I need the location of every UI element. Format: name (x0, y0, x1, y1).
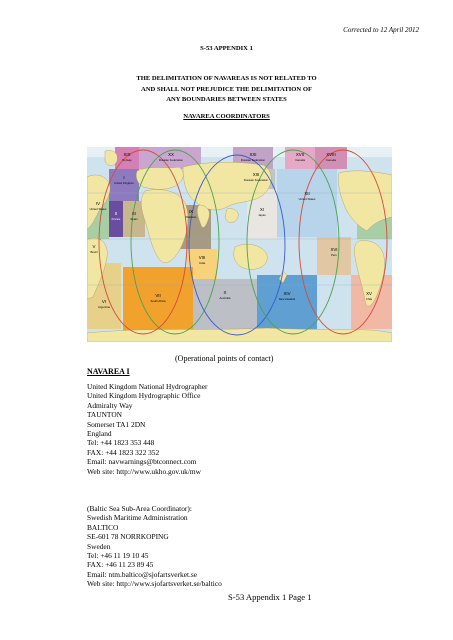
contact-website[interactable]: Web site: http://www.ukho.gov.uk/mw (87, 466, 202, 476)
contact-line: Swedish Maritime Administration (87, 513, 188, 523)
area-numeral: VIII (198, 255, 206, 260)
area-label (283, 291, 290, 296)
contact-line: Tel: +46 11 19 10 45 (87, 551, 149, 561)
area-label (244, 178, 269, 182)
area-label (253, 172, 260, 177)
navarea-heading: NAVAREA I (87, 367, 130, 376)
area-numeral: VI (101, 299, 107, 304)
area-label (96, 201, 100, 206)
area-numeral: VII (155, 293, 161, 298)
area-numeral: IV (95, 201, 101, 206)
area-label (296, 152, 304, 157)
area-label (331, 253, 337, 257)
area-label (168, 152, 174, 157)
contact-line: Somerset TA1 2DN (87, 419, 146, 429)
contact-line: (Baltic Sea Sub-Area Coordinator): (87, 504, 192, 513)
contact-line: BALTICO (87, 522, 119, 532)
area-label (159, 158, 184, 162)
area-numeral: XIII (252, 172, 260, 177)
area-numeral: XVIII (326, 152, 336, 157)
area-label (123, 175, 124, 180)
area-numeral: XII (304, 191, 310, 196)
area-label (115, 211, 117, 216)
area-label (90, 207, 107, 211)
area-name: Norway (122, 158, 132, 162)
area-numeral: XI (259, 207, 265, 212)
area-label (299, 197, 316, 201)
area-name: South Africa (150, 299, 166, 303)
page-footer: S-53 Appendix 1 Page 1 (228, 592, 312, 602)
contact-website[interactable]: Web site: http://www.sjofartsverket.se/baltico (87, 579, 222, 589)
contact-line: United Kingdom Hydrographic Office (87, 391, 201, 401)
area-label (93, 244, 96, 249)
area-name: Chile (365, 297, 373, 301)
area-numeral: XV (366, 291, 372, 296)
area-name: Pakistan (185, 215, 197, 219)
contact-block-baltic (87, 504, 387, 589)
area-label (326, 158, 336, 162)
contact-line: Tel: +44 1823 353 448 (87, 438, 155, 448)
contact-line: FAX: +44 1823 322 352 (87, 447, 160, 457)
contact-line: Admiralty Way (87, 400, 133, 410)
area-name: United Kingdom (114, 181, 134, 185)
contact-line: United Kingdom National Hydrographer (87, 382, 208, 391)
area-name: Brazil (90, 250, 98, 254)
contact-line: TAUNTON (87, 410, 122, 420)
area-label (114, 181, 135, 185)
area-label (130, 217, 138, 221)
area-label (249, 152, 256, 157)
zone (277, 169, 337, 237)
area-numeral: II (114, 211, 118, 216)
area-label (326, 152, 336, 157)
area-label (199, 261, 206, 265)
area-label (258, 213, 266, 217)
area-label (241, 158, 266, 162)
contact-email[interactable]: Email: ntm.baltico@sjofartsverket.se (87, 569, 198, 579)
area-label (91, 250, 98, 254)
area-numeral: XXI (249, 152, 257, 157)
contact-line: Sweden (87, 541, 111, 551)
disclaimer (0, 74, 453, 106)
area-name: France (111, 217, 121, 221)
area-name: Russian Federation (158, 158, 184, 162)
zone (193, 279, 257, 331)
area-label (304, 191, 309, 196)
contact-line: FAX: +46 11 23 89 45 (87, 560, 154, 570)
area-name: Russian Federation (243, 178, 269, 182)
area-name: Russian Federation (240, 158, 266, 162)
area-numeral: XX (168, 152, 174, 157)
area-numeral: X (223, 290, 227, 295)
area-label (366, 291, 372, 296)
contact-line: SE-601 78 NORRKOPING (87, 532, 169, 542)
area-label (122, 158, 132, 162)
area-name: Argentina (98, 305, 110, 309)
area-name: Spain (130, 217, 138, 221)
disclaimer-line: AND SHALL NOT PREJUDICE THE DELIMITATION OF (141, 85, 312, 93)
contact-block-uk (87, 382, 387, 476)
area-name: United States (298, 197, 316, 201)
area-label (98, 305, 110, 309)
area-name: India (198, 261, 206, 265)
area-label (260, 207, 264, 212)
area-label (366, 297, 373, 301)
disclaimer-line: THE DELIMITATION OF NAVAREAS IS NOT RELATED TO (136, 75, 317, 82)
coordinators-title: NAVAREA COORDINATORS (183, 113, 270, 120)
area-label (189, 209, 193, 214)
zone (257, 275, 317, 331)
navarea-world-map (87, 147, 392, 342)
area-label (155, 293, 160, 298)
area-label (123, 152, 130, 157)
area-numeral: XVI (330, 247, 338, 252)
area-label (150, 299, 166, 303)
area-label (220, 296, 231, 300)
area-numeral: XIV (283, 291, 291, 296)
area-label (279, 297, 296, 301)
area-label (295, 158, 305, 162)
operational-note: (Operational points of contact) (175, 354, 274, 363)
area-name: Australia (219, 296, 231, 300)
area-numeral: I (123, 175, 125, 180)
contact-line: England (87, 429, 112, 439)
area-numeral: XIX (123, 152, 131, 157)
appendix-title: S-53 APPENDIX 1 (200, 45, 253, 52)
area-numeral: IX (188, 209, 194, 214)
area-numeral: XVII (295, 152, 305, 157)
area-label (132, 211, 136, 216)
correction-date: Corrected to 12 April 2012 (343, 26, 419, 34)
area-name: Japan (258, 213, 266, 217)
area-label (102, 299, 106, 304)
area-label (186, 215, 197, 219)
area-numeral: III (132, 211, 136, 216)
land-greenland (105, 150, 117, 165)
area-label (199, 255, 206, 260)
area-name: New Zealand (278, 297, 296, 301)
area-label (224, 290, 227, 295)
area-name: United States (89, 207, 107, 211)
area-name: Canada (295, 158, 305, 162)
area-label (330, 247, 337, 252)
area-label (112, 217, 121, 221)
contact-email[interactable]: Email: navwarnings@btconnect.com (87, 457, 197, 467)
area-name: Peru (331, 253, 337, 257)
disclaimer-line: ANY BOUNDARIES BETWEEN STATES (166, 96, 287, 103)
area-numeral: V (92, 244, 96, 249)
area-name: Canada (326, 158, 336, 162)
